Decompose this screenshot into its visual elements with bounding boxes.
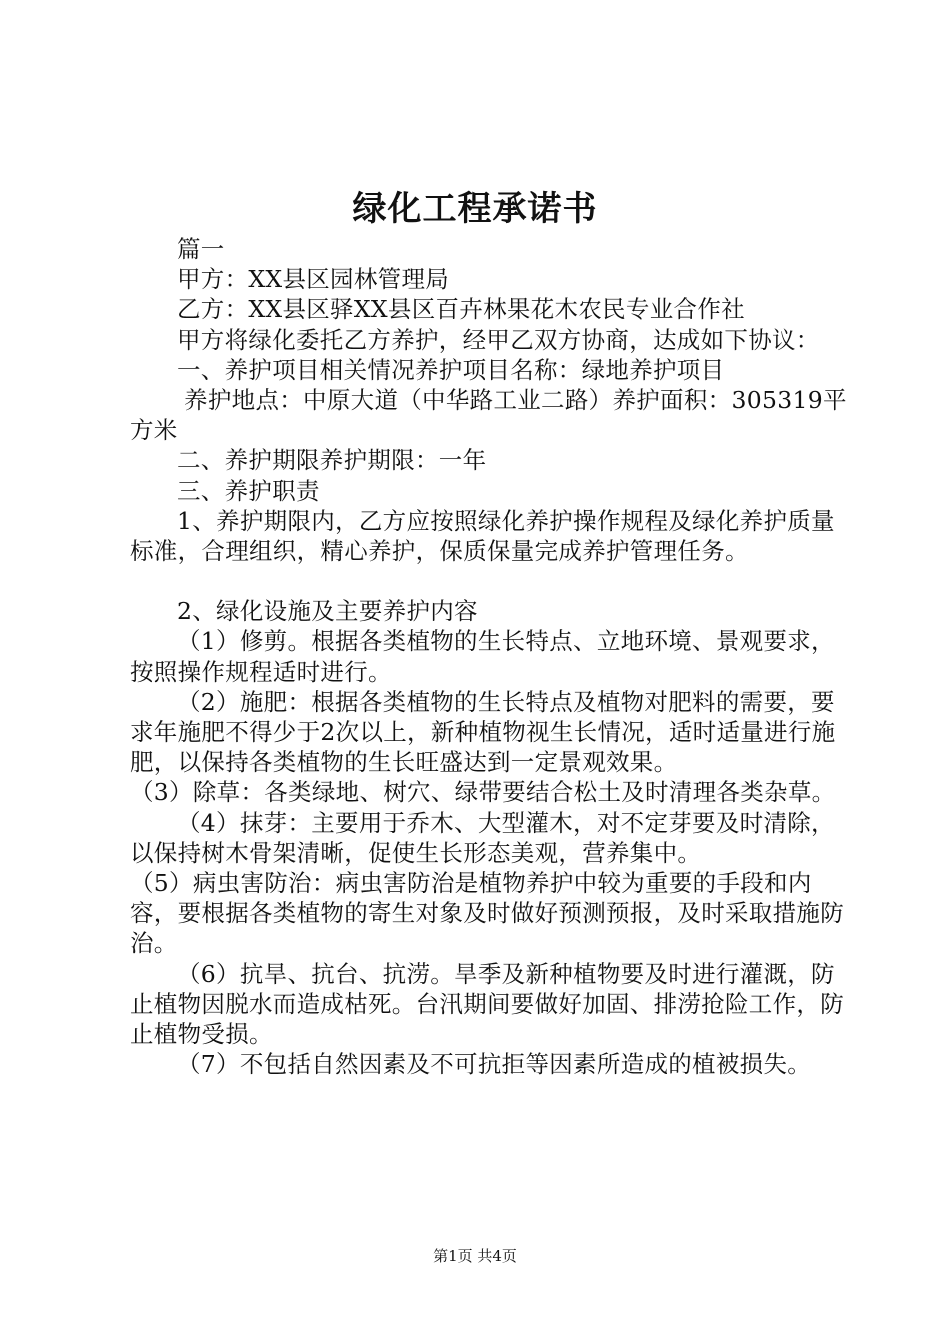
- clause-three: 三、养护职责: [177, 476, 320, 505]
- document-title: 绿化工程承诺书: [352, 189, 598, 229]
- duty-item-1: 1、养护期限内，乙方应按照绿化养护操作规程及绿化养护质量标准，合理组织，精心养护，保质保量完成养护管理任务。: [130, 506, 835, 566]
- paragraph-spacer: [130, 566, 848, 596]
- sub-item-pest-control: （5）病虫害防治：病虫害防治是植物养护中较为重要的手段和内容，要根据各类植物的寄生对象及时做好预测预报，及时采取措施防治。: [130, 869, 844, 958]
- document-body: [130, 234, 848, 1079]
- maintenance-location: 养护地点：中原大道（中华路工业二路）养护面积：305319平方米: [130, 386, 847, 445]
- sub-item-weeding: （3）除草：各类绿地、树穴、绿带要结合松土及时清理各类杂草。: [130, 778, 836, 807]
- party-b-line: 乙方：XX县区驿XX县区百卉林果花木农民专业合作社: [177, 295, 745, 324]
- agreement-intro: 甲方将绿化委托乙方养护，经甲乙双方协商，达成如下协议：: [177, 325, 820, 354]
- sub-item-drought-typhoon-flood: （6）抗旱、抗台、抗涝。旱季及新种植物要及时进行灌溉，防止植物因脱水而造成枯死。台汛期间要做好加固、排涝抢险工作，防止植物受损。: [130, 959, 844, 1049]
- sub-item-bud-removal: （4）抹芽：主要用于乔木、大型灌木，对不定芽要及时清除，以保持树木骨架清晰，促使生长形态美观，营养集中。: [130, 808, 835, 867]
- clause-one: 一、养护项目相关情况养护项目名称：绿地养护项目: [177, 355, 725, 384]
- sub-item-fertilizing: （2）施肥：根据各类植物的生长特点及植物对肥料的需要，要求年施肥不得少于2次以上，新种植物视生长情况，适时适量进行施肥，以保持各类植物的生长旺盛达到一定景观效果。: [130, 687, 836, 777]
- party-a-line: 甲方：XX县区园林管理局: [177, 265, 450, 294]
- sub-item-pruning: （1）修剪。根据各类植物的生长特点、立地环境、景观要求，按照操作规程适时进行。: [130, 627, 835, 686]
- sub-item-exclusions: （7）不包括自然因素及不可抗拒等因素所造成的植被损失。: [177, 1050, 812, 1079]
- duty-item-2: 2、绿化设施及主要养护内容: [177, 597, 478, 626]
- clause-two: 二、养护期限养护期限：一年: [177, 446, 487, 475]
- page-footer: 第1页 共4页: [433, 1247, 517, 1265]
- section-heading: 篇一: [177, 235, 225, 263]
